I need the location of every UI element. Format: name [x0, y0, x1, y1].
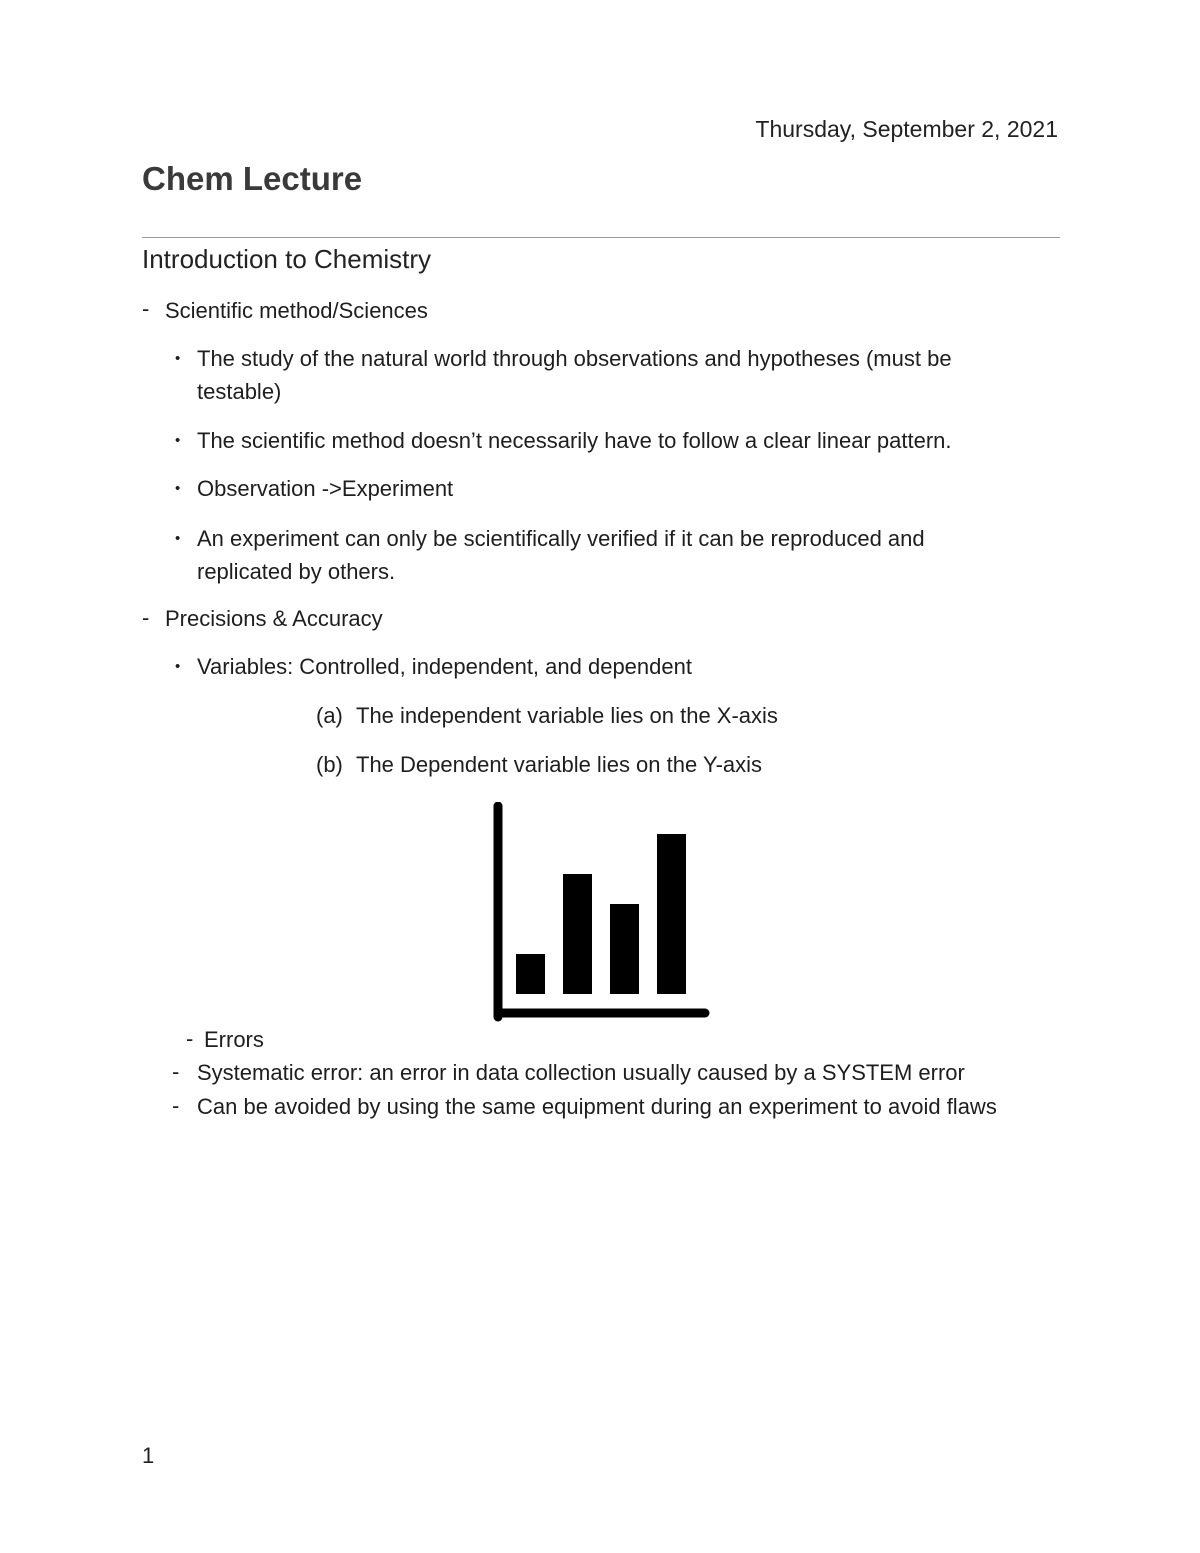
- dash-marker: -: [186, 1026, 194, 1051]
- bullet-experiment-cont: replicated by others.: [197, 559, 396, 584]
- topic-precision-accuracy: Precisions & Accuracy: [165, 606, 383, 631]
- bullet-scientific-method: The scientific method doesn’t necessarily have to follow a clear linear pattern.: [197, 428, 952, 453]
- chart-bar-4: [657, 834, 686, 994]
- bullet-marker: •: [175, 530, 181, 547]
- lecture-date: Thursday, September 2, 2021: [755, 116, 1058, 142]
- topic-scientific-method: Scientific method/Sciences: [165, 298, 428, 323]
- bullet-observation: Observation ->Experiment: [197, 476, 454, 501]
- dash-marker: -: [142, 296, 150, 321]
- bullet-marker: •: [175, 350, 181, 367]
- section-title: Introduction to Chemistry: [142, 244, 432, 274]
- item-dependent-variable: The Dependent variable lies on the Y-axis: [356, 752, 763, 777]
- item-avoid-errors: Can be avoided by using the same equipment during an experiment to avoid flaws: [197, 1094, 997, 1119]
- bullet-variables: Variables: Controlled, independent, and dependent: [197, 654, 692, 679]
- bar-chart-figure: [490, 802, 712, 1022]
- chart-bar-1: [516, 954, 545, 994]
- page-title: Chem Lecture: [142, 160, 363, 197]
- bullet-natural-world-cont: testable): [197, 379, 282, 404]
- list-marker-a: (a): [316, 703, 343, 728]
- dash-marker: -: [172, 1059, 180, 1084]
- page-number: 1: [142, 1443, 155, 1468]
- chart-bar-2: [563, 874, 592, 994]
- list-marker-b: (b): [316, 752, 343, 777]
- bullet-experiment: An experiment can only be scientifically verified if it can be reproduced and: [197, 526, 925, 551]
- dash-marker: -: [142, 605, 150, 630]
- title-divider: [142, 237, 1060, 238]
- bullet-marker: •: [175, 480, 181, 497]
- chart-bar-3: [610, 904, 639, 994]
- bullet-natural-world: The study of the natural world through observations and hypotheses (must be: [197, 346, 952, 371]
- bullet-marker: •: [175, 432, 181, 449]
- topic-errors: Errors: [204, 1027, 264, 1052]
- dash-marker: -: [172, 1093, 180, 1118]
- bullet-marker: •: [175, 658, 181, 675]
- item-systematic-error: Systematic error: an error in data collection usually caused by a SYSTEM error: [197, 1060, 965, 1085]
- item-independent-variable: The independent variable lies on the X-axis: [356, 703, 778, 728]
